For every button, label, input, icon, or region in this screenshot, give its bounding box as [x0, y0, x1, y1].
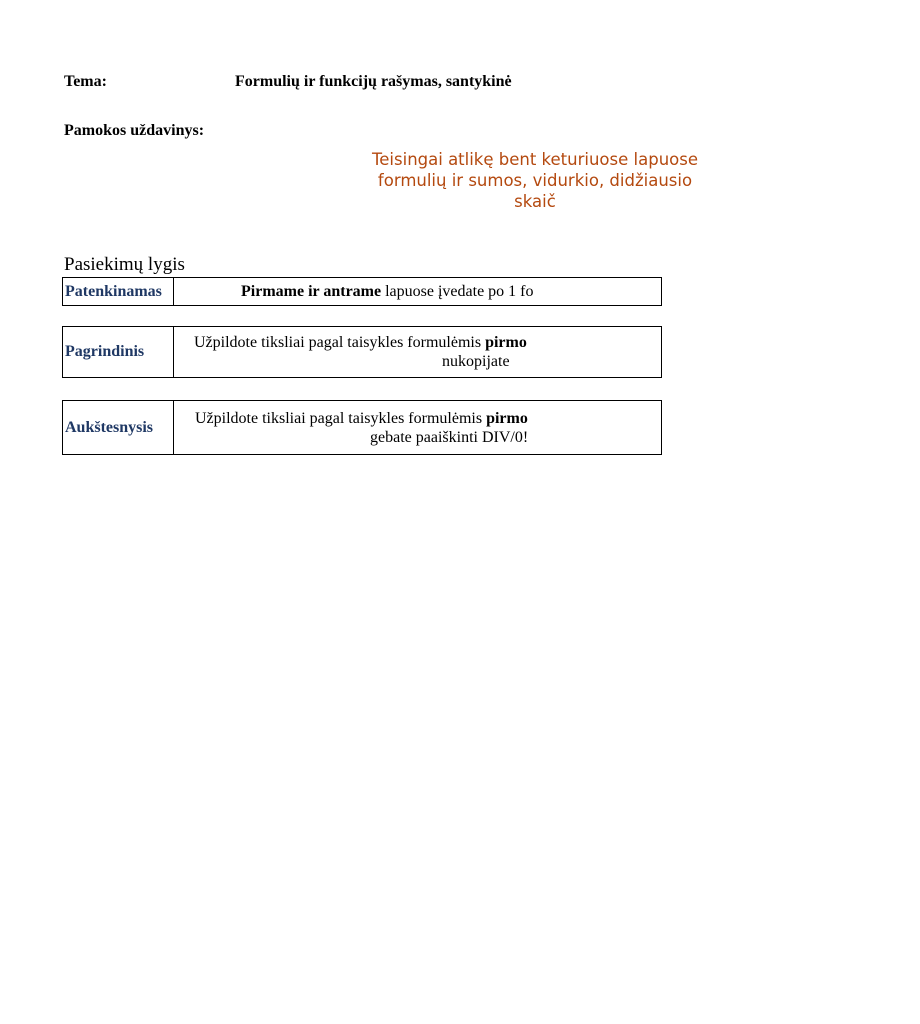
level-description-text: Užpildote tiksliai pagal taisykles formulėmis	[195, 409, 487, 427]
task-goal	[150, 149, 920, 212]
task-label: Pamokos uždavinys:	[64, 122, 205, 139]
level-description-text: Užpildote tiksliai pagal taisykles formulėmis	[194, 334, 486, 351]
level-description-bold: Pirmame ir antrame	[241, 283, 382, 300]
topic-label: Tema:	[64, 73, 107, 90]
level-description	[174, 278, 661, 305]
level-description-line-2: nukopijate	[442, 353, 510, 370]
level-row-aukstesnysis	[62, 400, 662, 455]
level-row-pagrindinis	[62, 326, 662, 378]
level-row-patenkinamas	[62, 277, 662, 306]
levels-heading: Pasiekimų lygis	[64, 254, 185, 275]
level-name: Aukštesnysis	[63, 401, 174, 454]
level-description	[174, 327, 661, 377]
task-goal-line-1: Teisingai atlikę bent keturiuose lapuose	[372, 150, 698, 169]
task-goal-line-2: formulių ir sumos, vidurkio, didžiausio	[377, 171, 693, 190]
level-name: Patenkinamas	[63, 278, 174, 305]
level-description-bold: pirmo	[486, 409, 528, 427]
level-description-text: lapuose įvedate po 1 fo	[381, 283, 534, 300]
level-name: Pagrindinis	[63, 327, 174, 377]
topic-value: Formulių ir funkcijų rašymas, santykinė	[235, 73, 512, 90]
level-description-line-2: gebate paaiškinti DIV/0!	[370, 428, 529, 446]
level-description	[174, 401, 661, 454]
task-goal-line-3: skaič	[514, 192, 556, 211]
level-description-bold: pirmo	[485, 334, 527, 351]
